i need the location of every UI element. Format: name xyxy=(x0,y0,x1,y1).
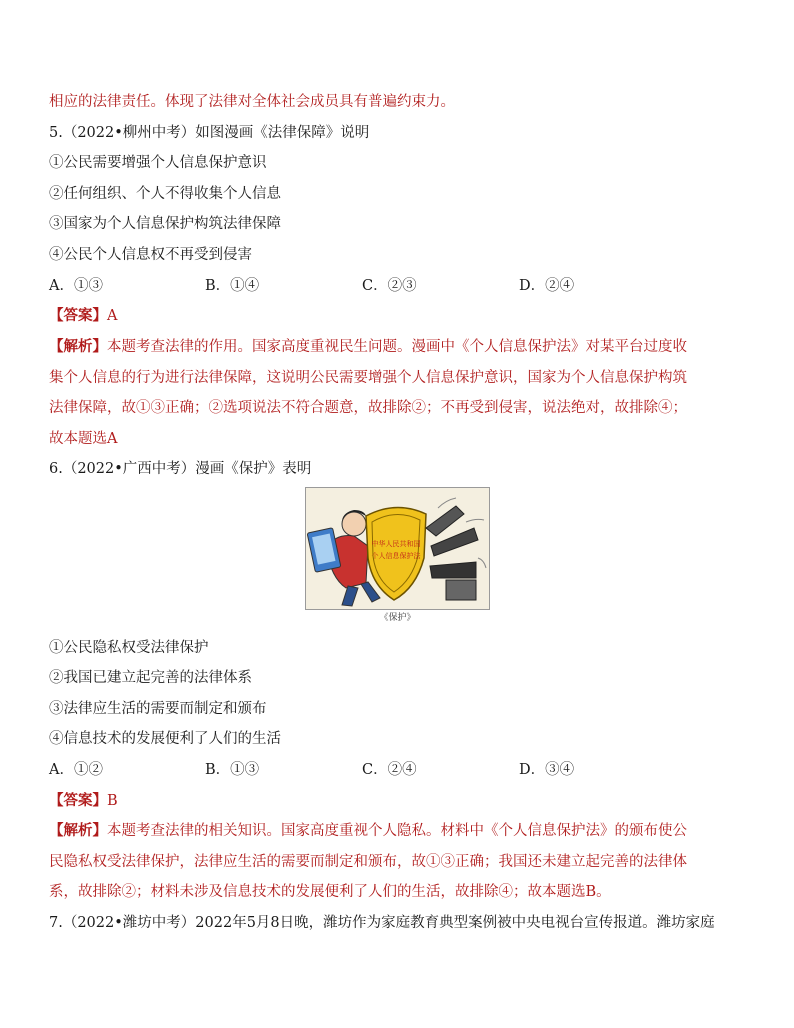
q6-analysis-line-2: 民隐私权受法律保护，法律应生活的需要而制定和颁布，故①③正确；我国还未建立起完善的法律体 xyxy=(49,854,687,870)
q7-stem: 7.（2022•潍坊中考）2022年5月8日晚，潍坊作为家庭教育典型案例被中央电视台宣传报道。潍坊家庭 xyxy=(49,915,715,931)
q5-option-a: A．①③ xyxy=(49,278,103,294)
q5-item-3: ③国家为个人信息保护构筑法律保障 xyxy=(49,216,281,232)
q6-item-4: ④信息技术的发展便利了人们的生活 xyxy=(49,731,281,747)
q5-answer-tag: 【答案】 xyxy=(49,307,107,324)
q6-analysis-text-1: 本题考查法律的相关知识。国家高度重视个人隐私。材料中《个人信息保护法》的颁布使公 xyxy=(107,823,687,839)
shield-text-line-2: 个人信息保护法 xyxy=(371,552,421,560)
shield-text-line-1: 中华人民共和国 xyxy=(371,540,421,548)
q5-item-2: ②任何组织、个人不得收集个人信息 xyxy=(49,186,281,202)
q5-analysis-tag: 【解析】 xyxy=(49,338,107,355)
q6-item-1: ①公民隐私权受法律保护 xyxy=(49,640,209,656)
q6-option-d: D．③④ xyxy=(519,762,575,778)
q5-analysis-line-4: 故本题选A xyxy=(49,431,118,447)
q5-analysis-line-2: 集个人信息的行为进行法律保障，这说明公民需要增强个人信息保护意识，国家为个人信息保护构筑 xyxy=(49,370,687,386)
q6-analysis-line-3: 系，故排除②；材料未涉及信息技术的发展便利了人们的生活，故排除④；故本题选B。 xyxy=(49,884,611,900)
q5-item-1: ①公民需要增强个人信息保护意识 xyxy=(49,155,267,171)
q5-option-b: B．①④ xyxy=(205,278,260,294)
q6-item-3: ③法律应生活的需要而制定和颁布 xyxy=(49,701,267,717)
q6-analysis-tag: 【解析】 xyxy=(49,822,107,839)
q5-stem: 5.（2022•柳州中考）如图漫画《法律保障》说明 xyxy=(49,125,370,141)
q5-item-4: ④公民个人信息权不再受到侵害 xyxy=(49,247,252,263)
q5-analysis-line-1 xyxy=(49,337,687,357)
q5-answer xyxy=(49,306,117,326)
q6-answer-tag: 【答案】 xyxy=(49,792,107,809)
q6-option-a: A．①② xyxy=(49,762,103,778)
q6-answer xyxy=(49,791,118,811)
q6-item-2: ②我国已建立起完善的法律体系 xyxy=(49,670,252,686)
previous-analysis-continuation: 相应的法律责任。体现了法律对全体社会成员具有普遍约束力。 xyxy=(49,94,455,110)
q5-answer-value: A xyxy=(107,308,118,324)
q6-analysis-line-1 xyxy=(49,821,687,841)
q6-answer-value: B xyxy=(107,793,118,809)
q5-option-d: D．②④ xyxy=(519,278,575,294)
q5-analysis-text-1: 本题考查法律的作用。国家高度重视民生问题。漫画中《个人信息保护法》对某平台过度收 xyxy=(107,339,687,355)
protection-cartoon-illustration xyxy=(306,488,489,609)
q6-stem: 6.（2022•广西中考）漫画《保护》表明 xyxy=(49,461,312,477)
q5-option-c: C．②③ xyxy=(362,278,417,294)
q6-cartoon xyxy=(305,487,490,610)
q6-option-b: B．①③ xyxy=(205,762,260,778)
q6-option-c: C．②④ xyxy=(362,762,417,778)
q5-analysis-line-3: 法律保障，故①③正确；②选项说法不符合题意，故排除②；不再受到侵害，说法绝对，故排除④； xyxy=(49,400,687,416)
q6-figure-caption: 《保护》 xyxy=(379,613,416,623)
